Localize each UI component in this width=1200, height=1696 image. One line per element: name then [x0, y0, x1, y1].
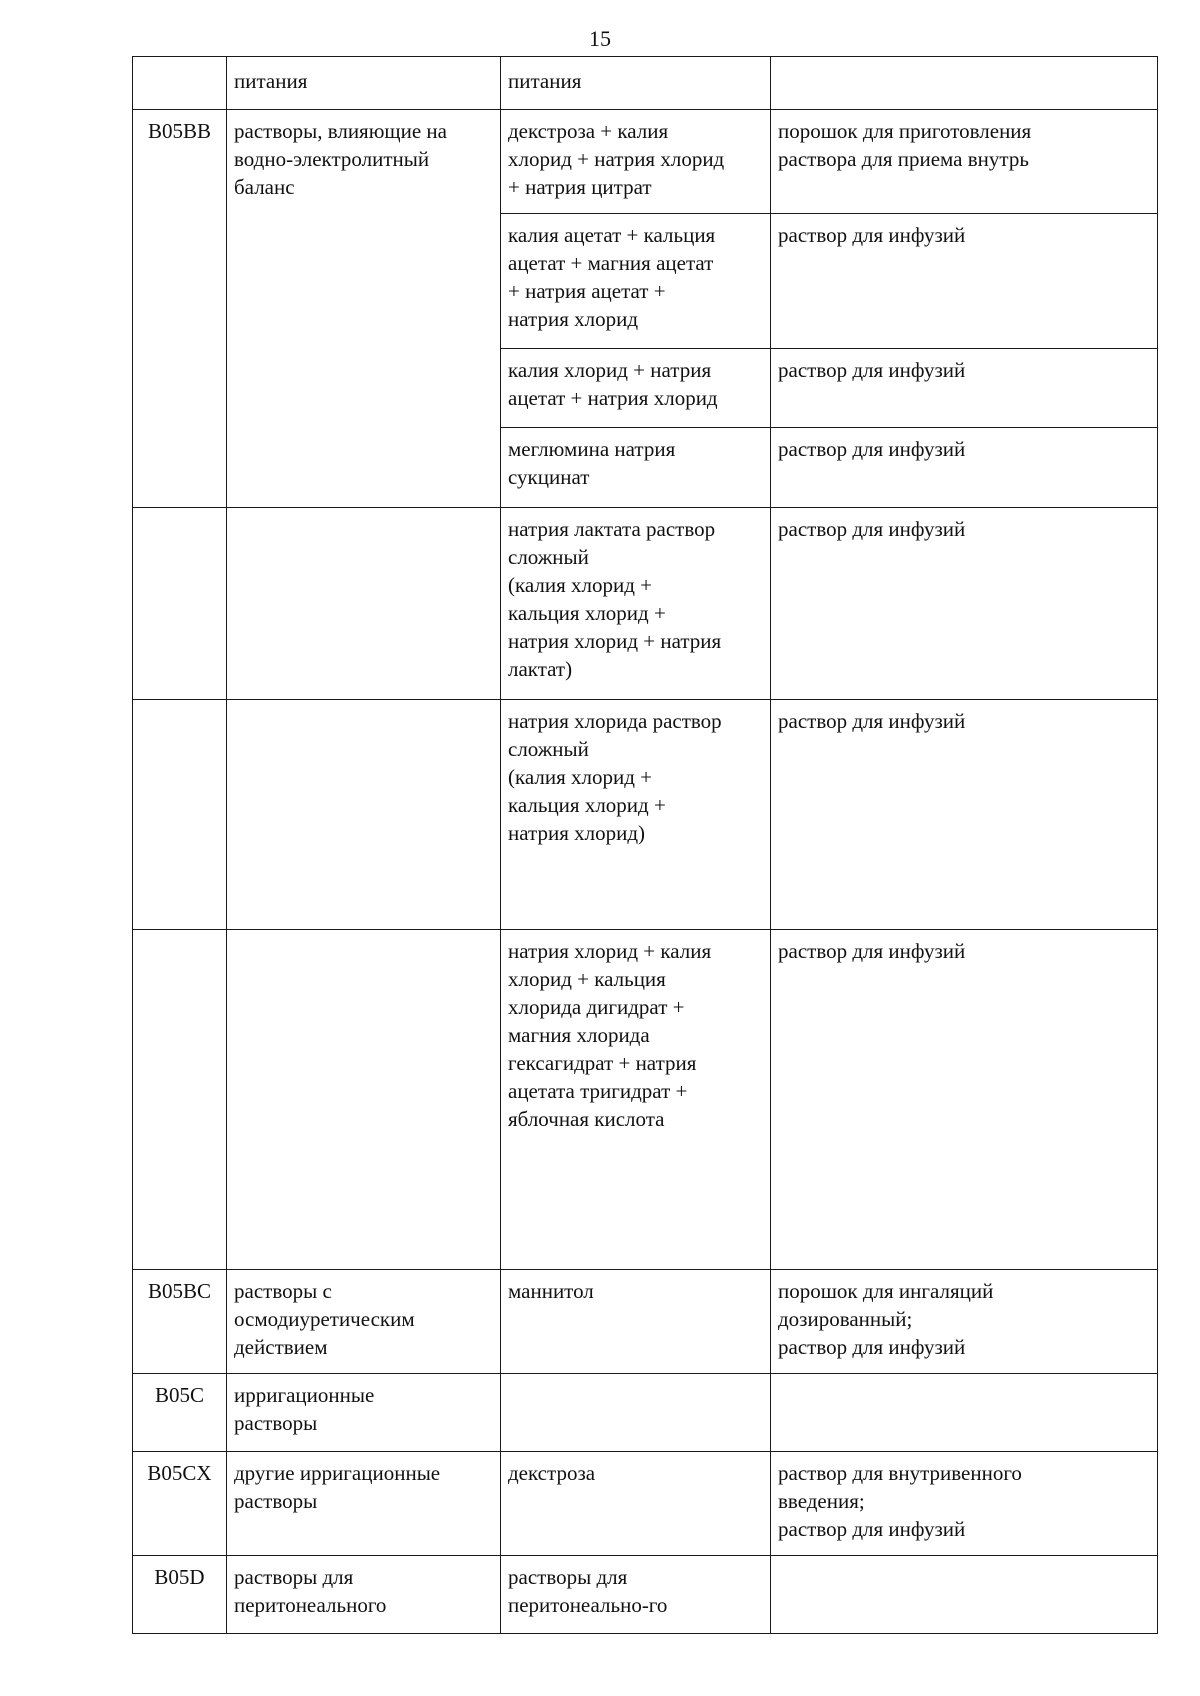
- table-cell-form: раствор для инфузий: [771, 700, 1158, 930]
- table-cell-group: [227, 700, 501, 930]
- table-row: [133, 1452, 1158, 1556]
- table-row: [133, 930, 1158, 1270]
- table-cell-form: раствор для инфузий: [771, 428, 1158, 508]
- table-cell-group: [227, 930, 501, 1270]
- table-cell-form: раствор для внутривенного введения; раствор для инфузий: [771, 1452, 1158, 1556]
- table-cell-substance: [501, 1374, 771, 1452]
- table-cell-form: раствор для инфузий: [771, 930, 1158, 1270]
- table-cell-substance: меглюмина натрия сукцинат: [501, 428, 771, 508]
- table-cell-group: растворы для перитонеального: [227, 1556, 501, 1634]
- page-number: 15: [589, 26, 611, 51]
- table-cell-substance: натрия хлорид + калия хлорид + кальция хлорида дигидрат + магния хлорида гексагидрат + натрия ацетата тригидрат + яблочная кислота: [501, 930, 771, 1270]
- table-cell-substance: калия хлорид + натрия ацетат + натрия хлорид: [501, 349, 771, 428]
- table-row: [133, 110, 1158, 214]
- table-row: [133, 508, 1158, 700]
- table-row: [133, 700, 1158, 930]
- table-cell-substance: натрия хлорида раствор сложный (калия хлорид + кальция хлорид + натрия хлорид): [501, 700, 771, 930]
- table-cell-form: [771, 1374, 1158, 1452]
- table-cell-code: [133, 57, 227, 110]
- table-cell-code: [133, 508, 227, 700]
- table-row: [133, 1374, 1158, 1452]
- table-cell-code: B05D: [133, 1556, 227, 1634]
- table-cell-group: другие ирригационные растворы: [227, 1452, 501, 1556]
- table-cell-group: ирригационные растворы: [227, 1374, 501, 1452]
- table-cell-substance: растворы для перитонеально-го: [501, 1556, 771, 1634]
- table-cell-form: раствор для инфузий: [771, 349, 1158, 428]
- table-cell-form: раствор для инфузий: [771, 508, 1158, 700]
- table-cell-group: растворы с осмодиуретическим действием: [227, 1270, 501, 1374]
- table-cell-group: [227, 508, 501, 700]
- table-cell-code: [133, 700, 227, 930]
- table-cell-code: [133, 930, 227, 1270]
- table-cell-substance: калия ацетат + кальция ацетат + магния ацетат + натрия ацетат + натрия хлорид: [501, 214, 771, 349]
- table-cell-form: [771, 1556, 1158, 1634]
- table-cell-form: [771, 57, 1158, 110]
- table-cell-substance: маннитол: [501, 1270, 771, 1374]
- table-cell-substance: натрия лактата раствор сложный (калия хлорид + кальция хлорид + натрия хлорид + натрия лактат): [501, 508, 771, 700]
- table-cell-form: порошок для приготовления раствора для приема внутрь: [771, 110, 1158, 214]
- table-row: [133, 57, 1158, 110]
- table-cell-form: порошок для ингаляций дозированный; раствор для инфузий: [771, 1270, 1158, 1374]
- table-cell-group: растворы, влияющие на водно-электролитный баланс: [227, 110, 501, 508]
- table-row: [133, 1270, 1158, 1374]
- table-cell-substance: декстроза: [501, 1452, 771, 1556]
- table-row: [133, 1556, 1158, 1634]
- medication-table: [132, 56, 1158, 1634]
- table-cell-code: B05BB: [133, 110, 227, 508]
- table-cell-code: B05BC: [133, 1270, 227, 1374]
- table-cell-substance: декстроза + калия хлорид + натрия хлорид + натрия цитрат: [501, 110, 771, 214]
- table-cell-form: раствор для инфузий: [771, 214, 1158, 349]
- table-cell-substance: питания: [501, 57, 771, 110]
- table-cell-code: B05CX: [133, 1452, 227, 1556]
- table-cell-code: B05C: [133, 1374, 227, 1452]
- table-cell-group: питания: [227, 57, 501, 110]
